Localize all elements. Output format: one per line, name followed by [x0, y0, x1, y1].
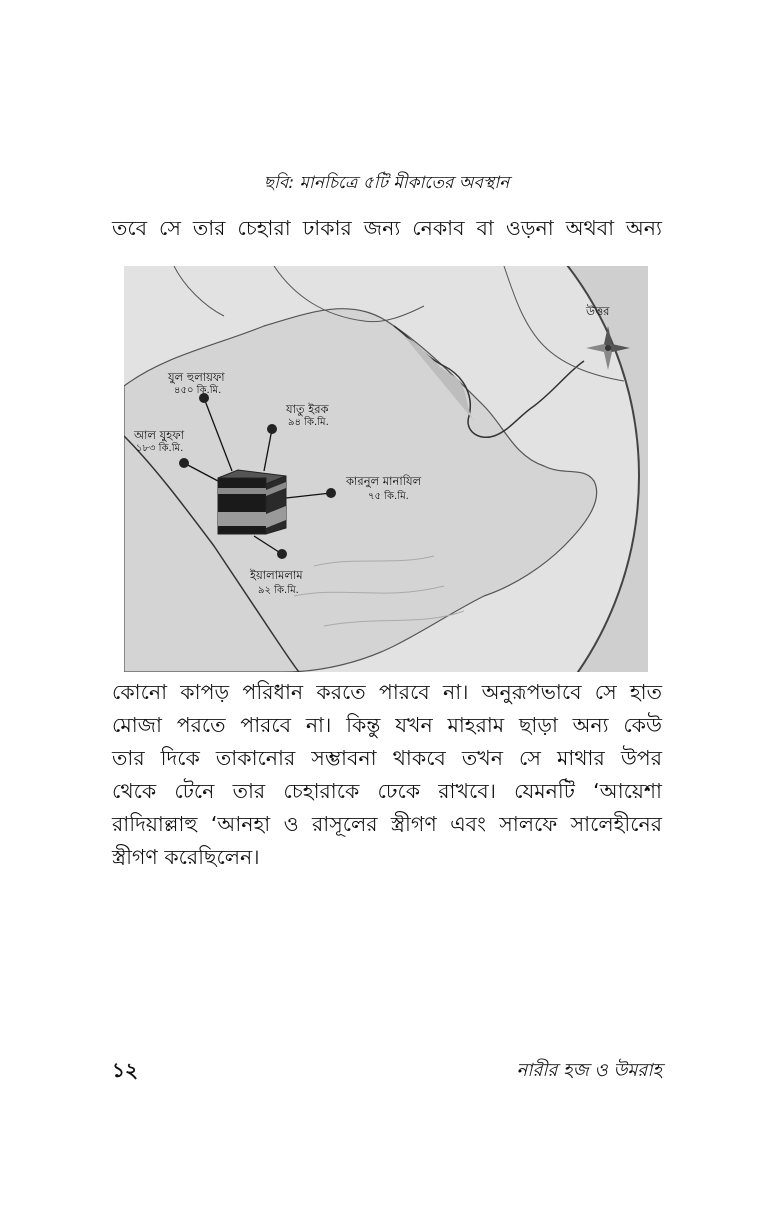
miqat-distance-qarnul-manazil: ৭৫ কি.মি.: [368, 491, 409, 502]
running-title: নারীর হজ ও উমরাহ: [516, 1060, 662, 1081]
miqat-dot: [277, 549, 287, 559]
miqat-name-al-juhfah: আল যুহফা: [134, 428, 185, 442]
paragraph-line-top: তবে সে তার চেহারা ঢাকার জন্য নেকাব বা ওড়না অথবা অন্য: [112, 216, 662, 240]
paragraph-line-5: রাদিয়াল্লাহু ‘আনহা ও রাসূলের স্ত্রীগণ এবং সালফে সালেহীনের: [112, 812, 662, 836]
paragraph-line-2: মোজা পরতে পারবে না। কিন্তু যখন মাহরাম ছাড়া অন্য কেউ: [112, 713, 662, 737]
paragraph-line-1: কোনো কাপড় পরিধান করতে পারবে না। অনুরূপভাবে সে হাত: [112, 680, 662, 704]
north-label: উত্তর: [586, 304, 610, 318]
miqat-dot: [267, 424, 277, 434]
miqat-dot: [326, 488, 336, 498]
miqat-distance-dhul-hulayfah: ৪৫০ কি.মি.: [174, 385, 222, 396]
miqat-map: [124, 266, 648, 672]
miqat-name-qarnul-manazil: কারনুল মানাযিল: [346, 474, 422, 488]
paragraph-line-6: স্ত্রীগণ করেছিলেন।: [112, 845, 260, 869]
paragraph-line-3: তার দিকে তাকানোর সম্ভাবনা থাকবে তখন সে মাথার উপর: [112, 746, 662, 770]
miqat-distance-al-juhfah: ১৮৩ কি.মি.: [136, 443, 184, 454]
miqat-name-dhat-irq: যাতু ইরক: [286, 402, 329, 416]
page-number: ১২: [112, 1058, 138, 1082]
paragraph-line-4: থেকে টেনে তার চেহারাকে ঢেকে রাখবে। যেমনটি ‘আয়েশা: [112, 779, 662, 803]
miqat-name-yalamlam: ইয়ালামলাম: [250, 568, 303, 582]
figure-caption: ছবি: মানচিত্রে ৫টি মীকাতের অবস্থান: [263, 173, 510, 193]
miqat-distance-dhat-irq: ৯৪ কি.মি.: [288, 417, 329, 428]
kaaba-icon: [218, 470, 286, 534]
miqat-dot: [179, 458, 189, 468]
miqat-name-dhul-hulayfah: যুল হুলায়ফা: [168, 370, 225, 384]
map-graphic: [124, 266, 648, 672]
miqat-distance-yalamlam: ৯২ কি.মি.: [258, 585, 299, 596]
